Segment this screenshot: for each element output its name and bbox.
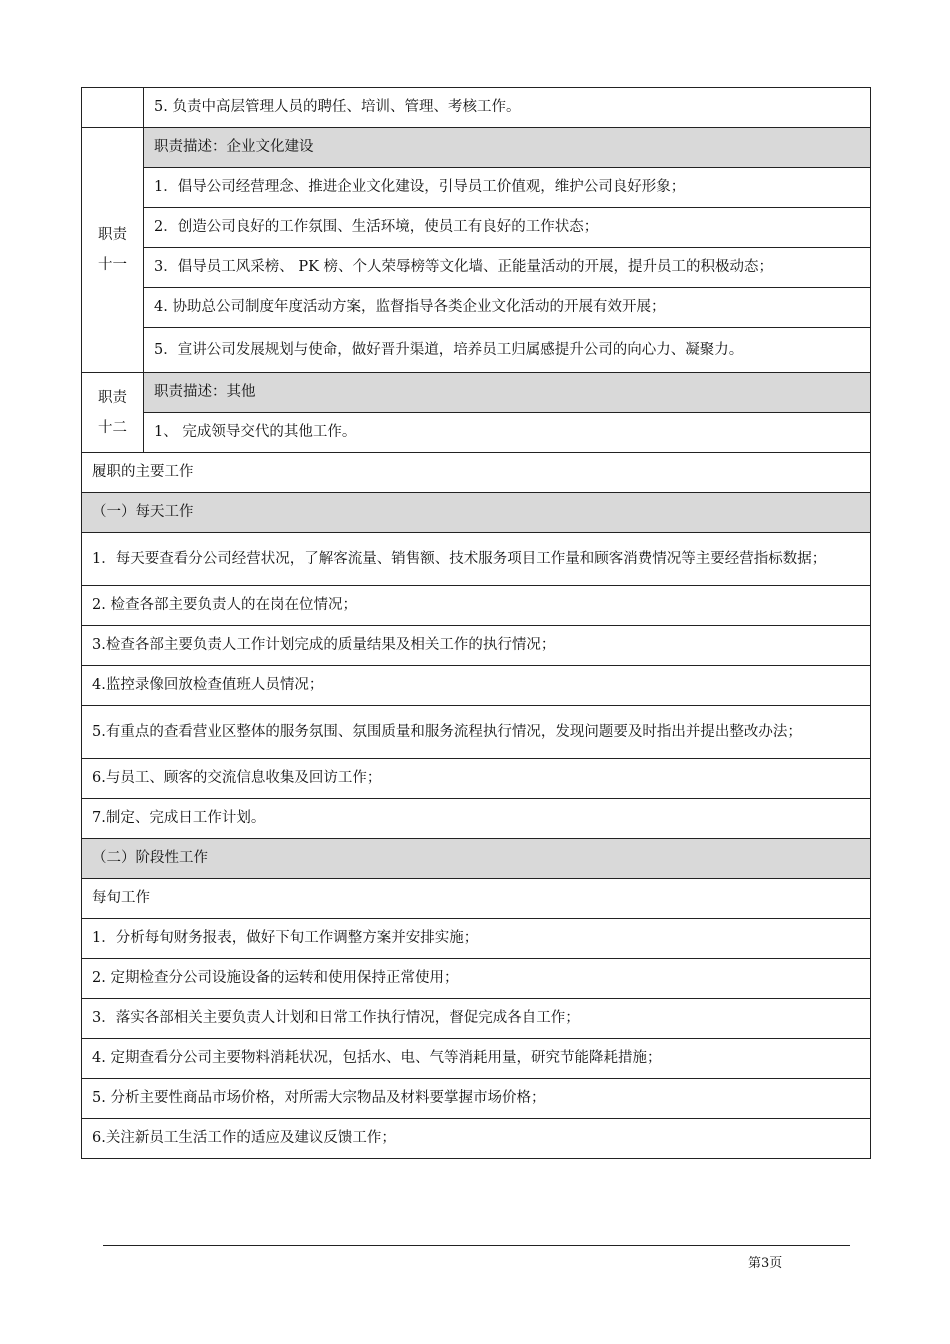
main-work-title: 履职的主要工作 [82,453,871,493]
table-row [82,493,871,533]
table-row [82,248,871,288]
table-row [82,839,871,879]
duty11-item: 5．宣讲公司发展规划与使命，做好晋升渠道，培养员工归属感提升公司的向心力、凝聚力。 [144,328,871,373]
tenday-item: 1．分析每旬财务报表，做好下旬工作调整方案并安排实施； [82,919,871,959]
table-row [82,1079,871,1119]
duty12-label-line2: 十二 [98,419,127,436]
daily-item: 7.制定、完成日工作计划。 [82,799,871,839]
table-row [82,533,871,586]
table-row [82,88,871,128]
table-row [82,799,871,839]
tenday-item: 2. 定期检查分公司设施设备的运转和使用保持正常使用； [82,959,871,999]
duty12-item: 1、 完成领导交代的其他工作。 [144,413,871,453]
duty-item: 5. 负责中高层管理人员的聘任、培训、管理、考核工作。 [144,88,871,128]
table-row [82,586,871,626]
table-row [82,879,871,919]
table-row [82,128,871,168]
document-page [81,87,870,1159]
table-row [82,666,871,706]
daily-item: 4.监控录像回放检查值班人员情况； [82,666,871,706]
table-row [82,288,871,328]
table-row [82,328,871,373]
table-row [82,453,871,493]
daily-item: 1．每天要查看分公司经营状况，了解客流量、销售额、技术服务项目工作量和顾客消费情况等主要经营指标数据； [82,533,871,586]
page-number: 第3页 [748,1256,783,1271]
table-row [82,413,871,453]
tenday-item: 6.关注新员工生活工作的适应及建议反馈工作； [82,1119,871,1159]
duty12-label [82,373,144,453]
duty12-label-line1: 职责 [98,389,127,406]
table-row [82,626,871,666]
daily-item: 3.检查各部主要负责人工作计划完成的质量结果及相关工作的执行情况； [82,626,871,666]
duty11-label-line2: 十一 [98,257,127,273]
daily-item: 2. 检查各部主要负责人的在岗在位情况； [82,586,871,626]
duty11-item: 2．创造公司良好的工作氛围、生活环境，使员工有良好的工作状态； [144,208,871,248]
table-row [82,208,871,248]
table-row [82,959,871,999]
duty11-label-line1: 职责 [98,227,127,243]
table-row [82,999,871,1039]
table-row [82,1039,871,1079]
table-row [82,919,871,959]
duty11-item: 1．倡导公司经营理念、推进企业文化建设，引导员工价值观，维护公司良好形象； [144,168,871,208]
table-row [82,168,871,208]
daily-work-title: （一）每天工作 [82,493,871,533]
tenday-work-title: 每旬工作 [82,879,871,919]
duty11-header: 职责描述：企业文化建设 [144,128,871,168]
table-row [82,373,871,413]
table-row [82,1119,871,1159]
table-row [82,706,871,759]
table-row [82,759,871,799]
duty-table [81,87,871,1159]
footer-divider [103,1245,850,1246]
duty12-header: 职责描述：其他 [144,373,871,413]
duty11-item: 3．倡导员工风采榜、 PK 榜、个人荣辱榜等文化墙、正能量活动的开展，提升员工的积极动态； [144,248,871,288]
tenday-item: 3．落实各部相关主要负责人计划和日常工作执行情况，督促完成各自工作； [82,999,871,1039]
duty11-label [82,128,144,373]
daily-item: 5.有重点的查看营业区整体的服务氛围、氛围质量和服务流程执行情况，发现问题要及时指出并提出整改办法； [82,706,871,759]
tenday-item: 5. 分析主要性商品市场价格，对所需大宗物品及材料要掌握市场价格； [82,1079,871,1119]
duty11-item: 4. 协助总公司制度年度活动方案，监督指导各类企业文化活动的开展有效开展； [144,288,871,328]
phase-work-title: （二）阶段性工作 [82,839,871,879]
daily-item: 6.与员工、顾客的交流信息收集及回访工作； [82,759,871,799]
tenday-item: 4. 定期查看分公司主要物料消耗状况，包括水、电、气等消耗用量，研究节能降耗措施； [82,1039,871,1079]
empty-label-cell [82,88,144,128]
